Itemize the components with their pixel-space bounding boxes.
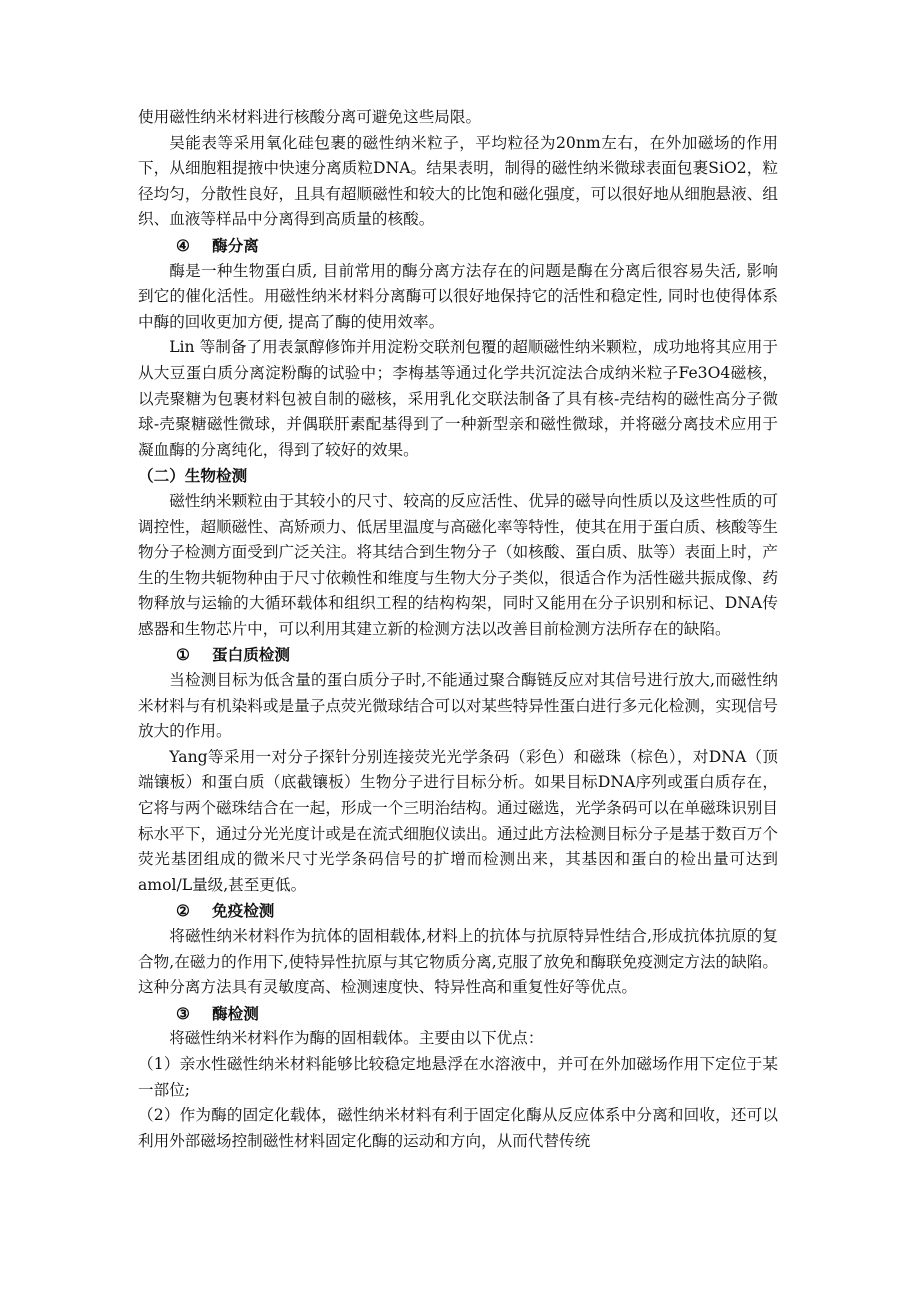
heading-number: ① [176,645,190,665]
document-body [138,105,778,1154]
list-item-1: （1）亲水性磁性纳米材料能够比较稳定地悬浮在水溶液中，并可在外加磁场作用下定位于某一部位; [138,1054,778,1099]
paragraph-wu: 吴能表等采用氧化硅包裹的磁性纳米粒子，平均粒径为20nm左右，在外加磁场的作用下，从细胞粗提掖中快速分离质粒DNA。结果表明，制得的磁性纳米微球表面包裹SiO2，粒径均匀，分散性良好，且具有超顺磁性和较大的比饱和磁化强度，可以很好地从细胞悬液、组织、血液等样品中分离得到高质量的核酸。 [138,133,778,229]
section-heading-protein-detection [138,642,778,668]
section-heading-enzyme-detection [138,1001,778,1027]
paragraph-enzyme-detection: 将磁性纳米材料作为酶的固相载体。主要由以下优点： [169,1029,544,1048]
heading-text: 免疫检测 [212,901,275,921]
paragraph-enzyme: 酶是一种生物蛋白质, 目前常用的酶分离方法存在的问题是酶在分离后很容易失活, 影响到它的催化活性。用磁性纳米材料分离酶可以很好地保持它的活性和稳定性, 同时也使得体系中酶的回收更加方便, 提高了酶的使用效率。 [138,261,778,331]
section-heading-immune-detection [138,898,778,924]
paragraph-immune: 将磁性纳米材料作为抗体的固相载体,材料上的抗体与抗原特异性结合,形成抗体抗原的复合物,在磁力的作用下,使特异性抗原与其它物质分离,克服了放免和酶联免疫测定方法的缺陷。这种分离方法具有灵敏度高、检测速度快、特异性高和重复性好等优点。 [138,927,778,997]
paragraph-protein: 当检测目标为低含量的蛋白质分子时,不能通过聚合酶链反应对其信号进行放大,而磁性纳米材料与有机染料或是量子点荧光微球结合可以对某些特异性蛋白进行多元化检测，实现信号放大的作用。 [138,671,778,741]
paragraph-yang: Yang等采用一对分子探针分别连接荧光光学条码（彩色）和磁珠（棕色），对DNA（顶端镶板）和蛋白质（底截镶板）生物分子进行目标分析。如果目标DNA序列或蛋白质存在，它将与两个磁珠结合在一起，形成一个三明治结构。通过磁选，光学条码可以在单磁珠识别目标水平下，通过分光光度计或是在流式细胞仪读出。通过此方法检测目标分子是基于数百万个荧光基团组成的微米尺寸光学条码信号的扩增而检测出来，其基因和蛋白的检出量可达到amol/L量级,甚至更低。 [138,747,778,894]
paragraph-lin: Lin 等制备了用表氯醇修饰并用淀粉交联剂包覆的超顺磁性纳米颗粒，成功地将其应用于从大豆蛋白质分离淀粉酶的试验中；李梅基等通过化学共沉淀法合成纳米粒子Fe3O4磁核，以壳聚糖为包裹材料包被自制的磁核，采用乳化交联法制备了具有核-壳结构的磁性高分子微球-壳聚糖磁性微球，并偶联肝素配基得到了一种新型亲和磁性微球，并将磁分离技术应用于凝血酶的分离纯化，得到了较好的效果。 [138,338,778,459]
section-heading-bio-detection: （二）生物检测 [138,466,248,486]
list-item-2: （2）作为酶的固定化载体，磁性纳米材料有利于固定化酶从反应体系中分离和回收，还可以利用外部磁场控制磁性材料固定化酶的运动和方向，从而代替传统 [138,1106,778,1150]
paragraph-intro-tail: 使用磁性纳米材料进行核酸分离可避免这些局限。 [138,108,482,126]
heading-number: ② [176,901,190,921]
section-heading-enzyme-separation [138,233,778,259]
paragraph-bio-detection: 磁性纳米颗粒由于其较小的尺寸、较高的反应活性、优异的磁导向性质以及这些性质的可调控性，超顺磁性、高矫顽力、低居里温度与高磁化率等特性，使其在用于蛋白质、核酸等生物分子检测方面受到广泛关注。将其结合到生物分子（如核酸、蛋白质、肽等）表面上时，产生的生物共轭物种由于尺寸依赖性和维度与生物大分子类似，很适合作为活性磁共振成像、药物释放与运输的大循环载体和组织工程的结构构架，同时又能用在分子识别和标记、DNA传感器和生物芯片中，可以利用其建立新的检测方法以改善目前检测方法所存在的缺陷。 [138,491,778,638]
heading-number: ③ [176,1003,190,1023]
heading-text: 酶检测 [212,1003,259,1023]
heading-text: 酶分离 [212,235,259,255]
heading-text: 蛋白质检测 [212,645,290,665]
heading-number: ④ [176,235,190,255]
